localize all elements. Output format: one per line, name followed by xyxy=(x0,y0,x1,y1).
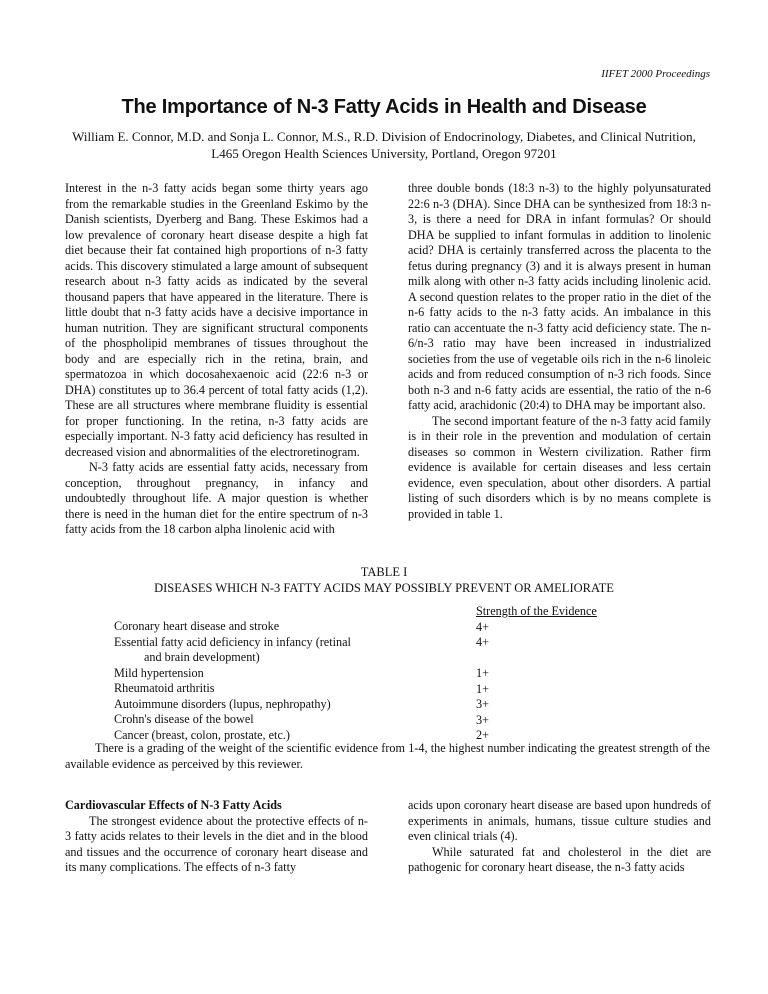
paragraph: Interest in the n-3 fatty acids began some thirty years ago from the remarkable studies in the Greenland Eskimo by the Danish scientists, Dyerberg and Bang. These Eskimos had a low prevalence of coronary heart disease despite a high fat diet because their fat contained high proportions of n-3 fatty acids. This discovery stimulated a large amount of subsequent research about n-3 fatty acids as indicated by the several thousand papers that have appeared in the literature. There is little doubt that n-3 fatty acids have a decisive importance in human nutrition. They are significant structural components of the phospholipid membranes of tissues throughout the body and are especially rich in the retina, brain, and spermatozoa in which docosahexaenoic acid (22:6 n-3 or DHA) constitutes up to 36.4 percent of total fatty acids (1,2). These are all structures where membrane fluidity is essential for proper functioning. In the retina, n-3 fatty acids are especially important. N-3 fatty acid deficiency has resulted in decreased vision and abnormalities of the electroretinogram. xyxy=(65,181,368,459)
evidence-value: 3+ xyxy=(476,712,489,727)
evidence-value: 4+ xyxy=(476,619,489,634)
disease-row xyxy=(114,635,414,666)
paragraph: three double bonds (18:3 n-3) to the highly polyunsaturated 22:6 n-3 (DHA). Since DHA can be synthesized from 18:3 n-3, is there a need for DRA in infant formulas? Or should DHA be supplied to infant formulas in addition to linolenic acid? DHA is certainly transferred across the placenta to the fetus during pregnancy (3) and it is always present in human milk along with other n-3 fatty acids including linolenic acid. A second question relates to the proper ratio in the diet of the n-6 fatty acids to the n-3 fatty acids. An imbalance in this ratio can accentuate the n-3 fatty acid deficiency state. The n-6/n-3 ratio may have been increased in industrialized societies from the use of vegetable oils rich in the n-6 linoleic acids and from reduced consumption of n-3 rich foods. Since both n-3 and n-6 fatty acids are essential, the ratio of the n-6 fatty acid, arachidonic (20:4) to DHA may be important also. xyxy=(408,181,711,412)
disease-list xyxy=(114,619,414,743)
evidence-value: 2+ xyxy=(476,728,489,742)
right-column-intro xyxy=(408,181,711,522)
right-column-cardiovascular xyxy=(408,798,711,876)
evidence-value: 1+ xyxy=(476,666,489,680)
disease-row: Coronary heart disease and stroke xyxy=(114,619,280,633)
author-line-2: L465 Oregon Health Sciences University, Portland, Oregon 97201 xyxy=(211,146,557,161)
left-column-intro xyxy=(65,181,368,538)
paragraph: acids upon coronary heart disease are based upon hundreds of experiments in animals, humans, tissue culture studies and even clinical trials (4). xyxy=(408,798,711,843)
disease-row: Cancer (breast, colon, prostate, etc.) xyxy=(114,727,290,742)
disease-row: Rheumatoid arthritis xyxy=(114,681,215,695)
paragraph: The strongest evidence about the protective effects of n-3 fatty acids relates to their levels in the diet and in the blood and tissues and the occurrence of coronary heart disease and its many complications. The effects of n-3 fatty xyxy=(65,813,368,874)
section-heading: Cardiovascular Effects of N-3 Fatty Acids xyxy=(65,798,282,812)
paper-title: The Importance of N-3 Fatty Acids in Health and Disease xyxy=(121,96,647,118)
disease-name-continued: and brain development) xyxy=(144,650,260,664)
table-label: TABLE I xyxy=(360,565,408,579)
left-column-cardiovascular xyxy=(65,798,368,876)
disease-row: Mild hypertension xyxy=(114,665,204,680)
table-caption xyxy=(0,564,768,596)
spacer xyxy=(476,651,597,667)
disease-row: Crohn's disease of the bowel xyxy=(114,712,254,726)
paragraph: The second important feature of the n-3 fatty acid family is in their role in the prevention and modulation of certain diseases so common in Western civilization. Rather firm evidence is available for certain diseases and less certain evidence, even speculation, about other disorders. A partial listing of such disorders which is by no means complete is provided in table 1. xyxy=(408,413,711,521)
evidence-value: 3+ xyxy=(476,697,489,711)
author-line-1: William E. Connor, M.D. and Sonja L. Connor, M.S., R.D. Division of Endocrinology, Diabetes, and Clinical Nutrition, xyxy=(72,129,696,144)
running-header: IIFET 2000 Proceedings xyxy=(601,68,710,80)
disease-name: Essential fatty acid deficiency in infancy (retinal xyxy=(114,634,351,649)
table-title: DISEASES WHICH N-3 FATTY ACIDS MAY POSSIBLY PREVENT OR AMELIORATE xyxy=(154,581,614,595)
disease-row: Autoimmune disorders (lupus, nephropathy) xyxy=(114,696,331,711)
evidence-value: 4+ xyxy=(476,635,489,649)
author-affiliation xyxy=(70,128,698,162)
evidence-column xyxy=(476,604,597,744)
evidence-header: Strength of the Evidence xyxy=(476,604,597,618)
table-note: There is a grading of the weight of the scientific evidence from 1-4, the highest number indicating the greatest strength of the available evidence as perceived by this reviewer. xyxy=(65,741,710,771)
evidence-value: 1+ xyxy=(476,681,489,696)
paragraph: N-3 fatty acids are essential fatty acids, necessary from conception, throughout pregnancy, in infancy and undoubtedly throughout life. A major question is whether there is need in the human diet for the entire spectrum of n-3 fatty acids from the 18 carbon alpha linolenic acid with xyxy=(65,460,368,536)
paragraph: While saturated fat and cholesterol in the diet are pathogenic for coronary heart disease, the n-3 fatty acids xyxy=(408,844,711,874)
